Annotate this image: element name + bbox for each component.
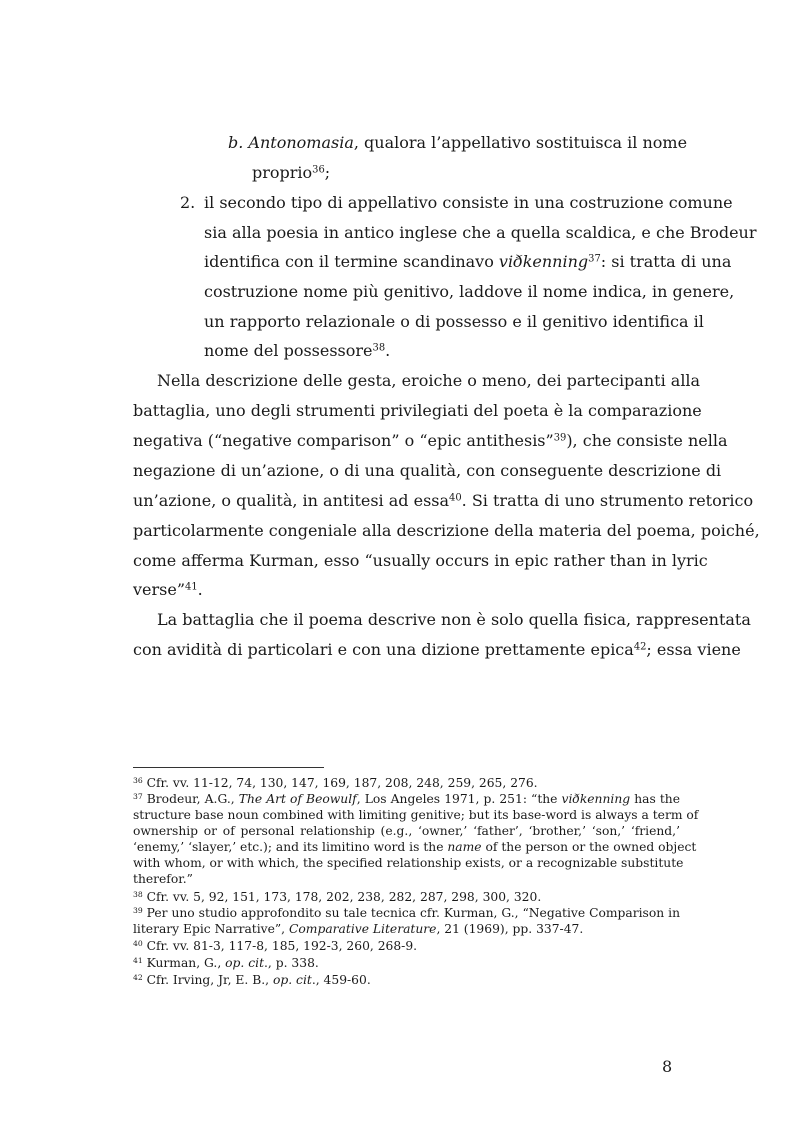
footnote-40 <box>133 939 417 954</box>
footnote-ref-39[interactable]: 39 <box>553 432 567 444</box>
footnote-number: 38 <box>133 889 143 899</box>
footnote-number: 36 <box>133 775 143 785</box>
text: op. cit <box>272 973 312 987</box>
text: viðkenning <box>561 792 631 806</box>
footnote-ref-40[interactable]: 40 <box>449 492 462 504</box>
text: The Art of Beowulf <box>238 792 357 806</box>
text: name <box>447 840 482 854</box>
page-number: 8 <box>662 1057 673 1076</box>
text: identifica con il termine scandinavo <box>204 252 499 271</box>
paragraph-1-line-6: particolarmente congeniale alla descrizione della materia del poema, poiché, <box>133 521 760 540</box>
list-item-2-line-3 <box>204 252 732 272</box>
footnote-number: 40 <box>133 938 143 948</box>
footnote-37-line-1 <box>133 792 680 807</box>
text: Per uno studio approfondito su tale tecnica cfr. Kurman, G., “Negative Comparison in <box>142 906 680 920</box>
text: op. cit <box>225 956 265 970</box>
text: has the <box>630 792 680 806</box>
text: of the person or the owned object <box>481 840 697 854</box>
text: ; essa viene <box>646 640 741 659</box>
term-antonomasia: Antonomasia <box>248 133 354 152</box>
list-item-2-line-1: il secondo tipo di appellativo consiste in una costruzione comune <box>204 193 733 212</box>
text: Kurman, G., <box>142 956 226 970</box>
text: . Si tratta di uno strumento retorico <box>461 491 754 510</box>
paragraph-1-line-5 <box>133 491 754 511</box>
paragraph-1-line-3 <box>133 431 728 451</box>
text: nome del possessore <box>204 341 373 360</box>
footnote-36 <box>133 776 538 791</box>
list-item-2-number: 2. <box>180 193 196 212</box>
list-item-b-label: b. <box>228 133 244 152</box>
text: Brodeur, A.G., <box>142 792 239 806</box>
footnote-ref-42[interactable]: 42 <box>633 641 647 653</box>
text: proprio <box>252 163 313 182</box>
text: con avidità di particolari e con una dizione prettamente epica <box>133 640 634 659</box>
text: Comparative Literature <box>289 922 437 936</box>
list-item-b-line-1 <box>228 133 688 153</box>
text: ), che consiste nella <box>566 431 728 450</box>
footnote-separator <box>133 767 324 768</box>
text: ., p. 338. <box>264 956 319 970</box>
paragraph-1-line-8 <box>133 580 203 600</box>
footnote-37-line-3: ownership or of personal relationship (e.g., ‘owner,’ ‘father’, ‘brother,’ ‘son,’ ‘friend,’ <box>133 824 680 838</box>
text: ., 459-60. <box>311 973 371 987</box>
footnote-number: 42 <box>133 972 143 982</box>
list-item-2-line-6 <box>204 341 390 361</box>
footnote-ref-36[interactable]: 36 <box>312 164 325 176</box>
text: . <box>197 580 203 599</box>
footnote-37-line-5: with whom, or with which, the specified relationship exists, or a recognizable substitute <box>133 856 684 870</box>
text: negativa (“negative comparison” o “epic antithesis” <box>133 431 554 450</box>
footnote-number: 41 <box>133 955 143 965</box>
footnote-ref-41[interactable]: 41 <box>185 581 198 593</box>
list-item-2-line-4: costruzione nome più genitivo, laddove il nome indica, in genere, <box>204 282 735 301</box>
text: Cfr. vv. 5, 92, 151, 173, 178, 202, 238, 282, 287, 298, 300, 320. <box>142 890 542 904</box>
text: literary Epic Narrative”, <box>133 922 289 936</box>
paragraph-1-line-4: negazione di un’azione, o di una qualità, con conseguente descrizione di <box>133 461 722 480</box>
text: un’azione, o qualità, in antitesi ad essa <box>133 491 450 510</box>
footnote-number: 39 <box>133 905 143 915</box>
text: , Los Angeles 1971, p. 251: “the <box>356 792 562 806</box>
list-item-2-line-5: un rapporto relazionale o di possesso e il genitivo identifica il <box>204 312 704 331</box>
text: Cfr. vv. 81-3, 117-8, 185, 192-3, 260, 268-9. <box>142 939 418 953</box>
list-item-b-text: , qualora l’appellativo sostituisca il nome <box>353 133 688 152</box>
footnote-ref-37[interactable]: 37 <box>588 253 601 265</box>
paragraph-2-line-2 <box>133 640 741 660</box>
footnote-38 <box>133 890 541 905</box>
paragraph-1-line-2: battaglia, uno degli strumenti privilegiati del poeta è la comparazione <box>133 401 702 420</box>
text: : si tratta di una <box>600 252 732 271</box>
footnote-number: 37 <box>133 791 143 801</box>
footnote-39-line-1 <box>133 906 680 921</box>
text: , 21 (1969), pp. 337-47. <box>436 922 584 936</box>
footnote-41 <box>133 956 319 971</box>
text: Cfr. vv. 11-12, 74, 130, 147, 169, 187, 208, 248, 259, 265, 276. <box>142 776 538 790</box>
text: Cfr. Irving, Jr, E. B., <box>142 973 273 987</box>
footnote-37-line-2: structure base noun combined with limiting genitive; but its base-word is always a term of <box>133 808 699 822</box>
text: . <box>385 341 391 360</box>
list-item-b-line-2 <box>252 163 330 183</box>
footnote-37-line-6: therefor.” <box>133 872 193 886</box>
paragraph-1-line-1: Nella descrizione delle gesta, eroiche o meno, dei partecipanti alla <box>157 371 701 390</box>
footnote-ref-38[interactable]: 38 <box>372 342 386 354</box>
list-item-2-line-2: sia alla poesia in antico inglese che a quella scaldica, e che Brodeur <box>204 223 757 242</box>
term-vidkenning: viðkenning <box>498 252 589 271</box>
text: verse” <box>133 580 186 599</box>
footnote-42 <box>133 973 371 988</box>
paragraph-2-line-1: La battaglia che il poema descrive non è solo quella fisica, rappresentata <box>157 610 751 629</box>
paragraph-1-line-7: come afferma Kurman, esso “usually occurs in epic rather than in lyric <box>133 551 708 570</box>
text: ‘enemy,’ ‘slayer,’ etc.); and its limitino word is the <box>133 840 448 854</box>
text: ; <box>324 163 331 182</box>
footnote-39-line-2 <box>133 922 583 937</box>
footnote-37-line-4 <box>133 840 697 855</box>
